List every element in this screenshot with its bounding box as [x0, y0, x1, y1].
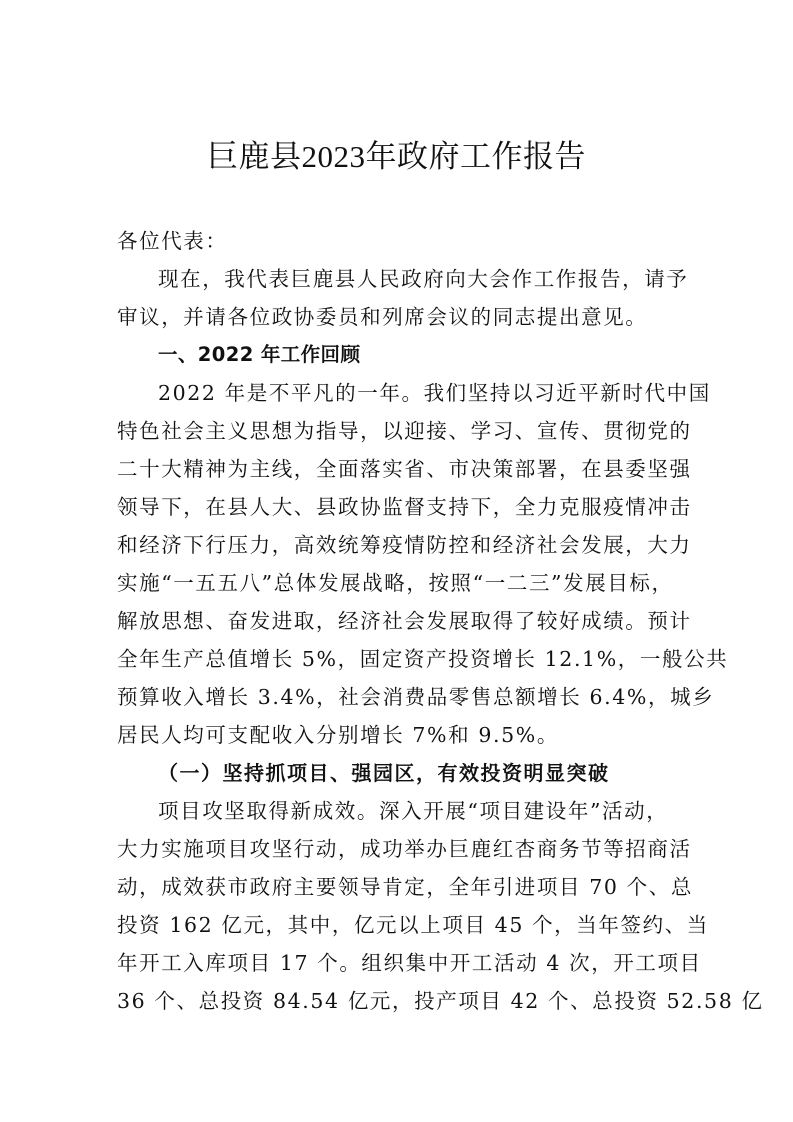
projects-paragraph [117, 792, 764, 1020]
paragraph-line: 大力实施项目攻坚行动，成功举办巨鹿红杏商务节等招商活 [117, 837, 692, 861]
paragraph-line: 现在，我代表巨鹿县人民政府向大会作工作报告，请予 [158, 267, 689, 291]
paragraph-line: 实施“一五五八”总体发展战略，按照“一二三”发展目标， [117, 571, 674, 595]
paragraph-line: 二十大精神为主线，全面落实省、市决策部署，在县委坚强 [117, 457, 692, 481]
section-heading: 一、2022 年工作回顾 [158, 343, 361, 366]
paragraph-line: 特色社会主义思想为指导，以迎接、学习、宣传、贯彻党的 [117, 419, 692, 443]
paragraph-line: 居民人均可支配收入分别增长 7%和 9.5%。 [117, 723, 559, 747]
paragraph-line: 审议，并请各位政协委员和列席会议的同志提出意见。 [117, 305, 648, 329]
paragraph-line: 年开工入库项目 17 个。组织集中开工活动 4 次，开工项目 [117, 951, 702, 975]
paragraph-line: 项目攻坚取得新成效。深入开展“项目建设年”活动， [158, 799, 669, 823]
review-paragraph [117, 374, 729, 754]
paragraph-line: 解放思想、奋发进取，经济社会发展取得了较好成绩。预计 [117, 609, 692, 633]
document-body [117, 222, 764, 1020]
paragraph-line: 投资 162 亿元，其中，亿元以上项目 45 个，当年签约、当 [117, 913, 709, 937]
paragraph-line: 全年生产总值增长 5%，固定资产投资增长 12.1%，一般公共 [117, 647, 729, 671]
paragraph-line: 和经济下行压力，高效统筹疫情防控和经济社会发展，大力 [117, 533, 692, 557]
salutation: 各位代表： [117, 229, 228, 253]
paragraph-line: 领导下，在县人大、县政协监督支持下，全力克服疫情冲击 [117, 495, 692, 519]
subsection-heading: （一）坚持抓项目、强园区，有效投资明显突破 [158, 761, 610, 785]
paragraph-line: 动，成效获市政府主要领导肯定，全年引进项目 70 个、总 [117, 875, 693, 899]
paragraph-line: 36 个、总投资 84.54 亿元，投产项目 42 个、总投资 52.58 亿 [117, 989, 764, 1013]
document-title: 巨鹿县2023年政府工作报告 [207, 139, 586, 174]
paragraph-line: 2022 年是不平凡的一年。我们坚持以习近平新时代中国 [158, 381, 711, 405]
paragraph-line: 预算收入增长 3.4%，社会消费品零售总额增长 6.4%，城乡 [117, 685, 715, 709]
intro-paragraph [117, 260, 689, 336]
